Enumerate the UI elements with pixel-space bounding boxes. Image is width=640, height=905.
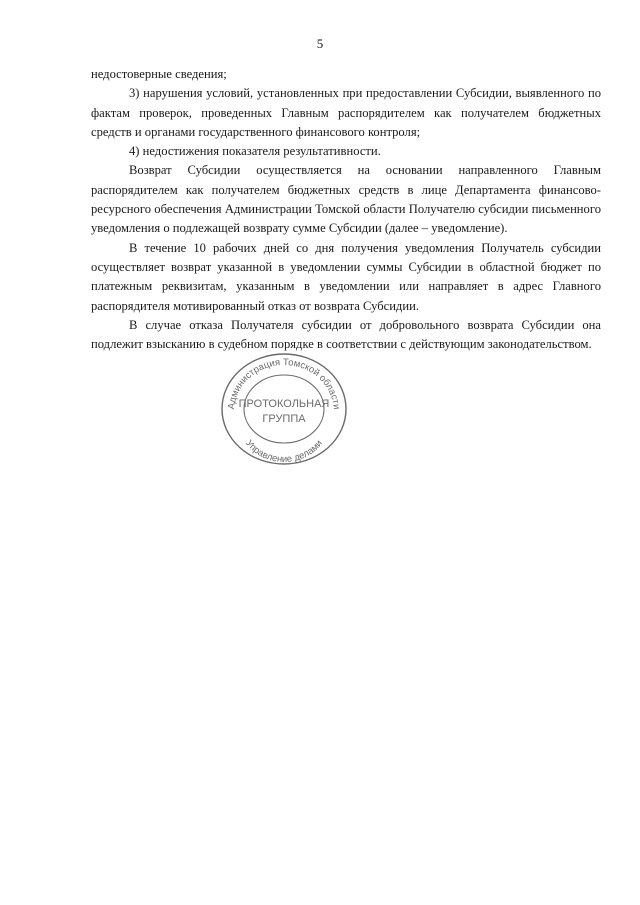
page-number: 5 xyxy=(316,36,324,51)
paragraph-4: Возврат Субсидии осуществляется на основании направленного Главным распорядителем как получателем бюджетных средств в лице Департамента финансово-ресурсного обеспечения Администрации Томской области Получателю субсидии письменного уведомления о подлежащей возврату сумме Субсидии (далее – уведомление). xyxy=(91,163,601,236)
paragraph-5: В течение 10 рабочих дней со дня получения уведомления Получатель субсидии осуществляет возврат указанной в уведомлении суммы Субсидии в областной бюджет по платежным реквизитам, указанным в уведомлении или направляет в адрес Главного распорядителя мотивированный отказ от возврата Субсидии. xyxy=(91,240,601,313)
document-body xyxy=(91,65,601,354)
paragraph-2: 3) нарушения условий, установленных при предоставлении Субсидии, выявленного по фактам проверок, проведенных Главным распорядителем как получателем бюджетных средств и органами государственного финансового контроля; xyxy=(91,86,601,139)
paragraph-6: В случае отказа Получателя субсидии от добровольного возврата Субсидии она подлежит взысканию в судебном порядке в соответствии с действующим законодательством. xyxy=(91,317,601,352)
paragraph-1: недостоверные сведения; xyxy=(91,67,227,81)
stamp-center-line-2: ГРУППА xyxy=(262,413,306,425)
stamp-outer-top-text: Администрация Томской области xyxy=(226,356,342,411)
paragraph-3: 4) недостижения показателя результативности. xyxy=(129,144,381,159)
stamp-outer-bottom-text: Управление делами xyxy=(243,438,325,466)
official-stamp xyxy=(216,350,352,468)
stamp-center-line-1: ПРОТОКОЛЬНАЯ xyxy=(238,398,330,410)
